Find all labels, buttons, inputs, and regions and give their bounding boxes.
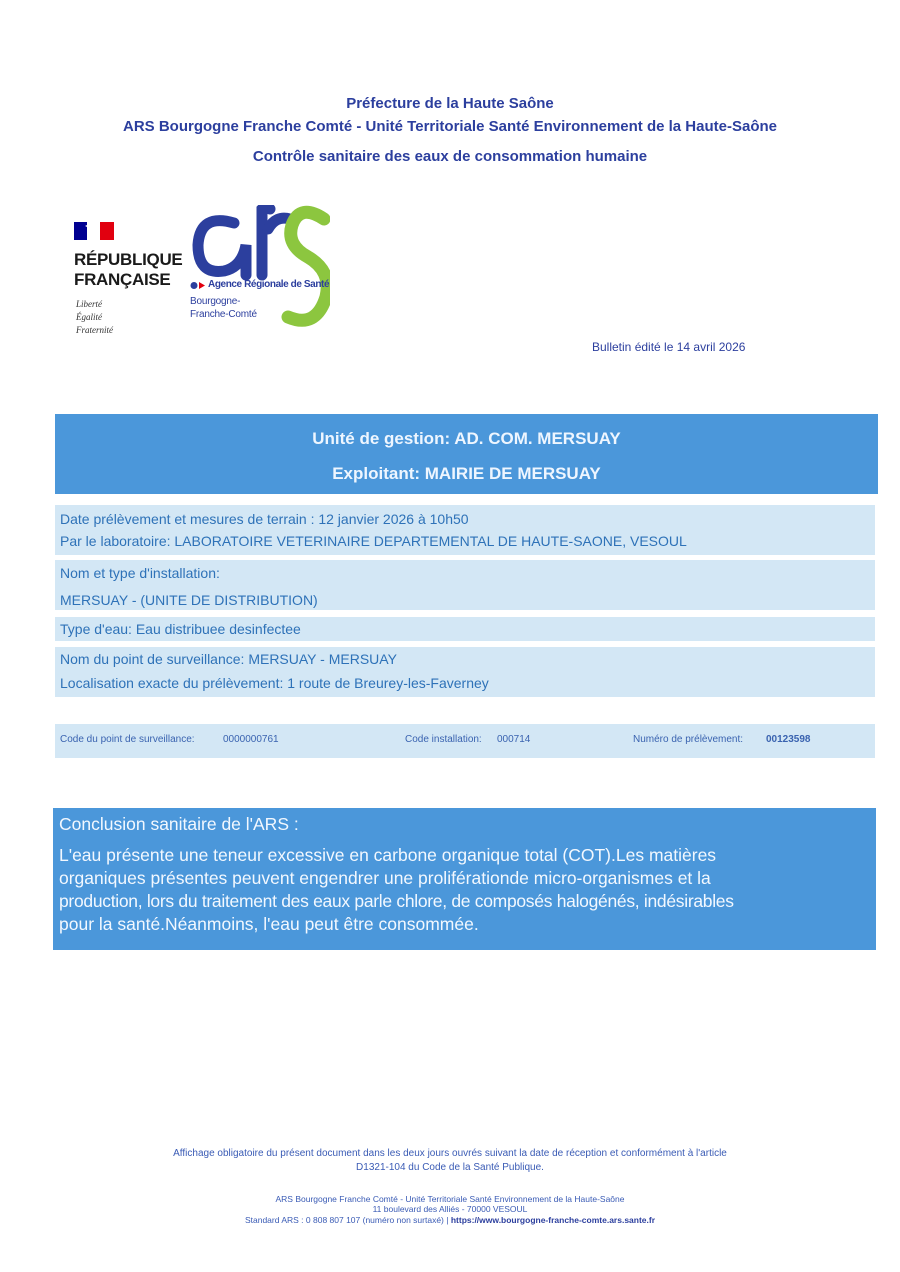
sampling-location: Localisation exacte du prélèvement: 1 route de Breurey-les-Faverney (60, 675, 489, 691)
footer-url-link[interactable]: https://www.bourgogne-franche-comte.ars.sante.fr (450, 1215, 656, 1225)
installation-block (55, 560, 875, 610)
ars-dots-icon (190, 281, 206, 290)
ars-agency-name: Agence Régionale de Santé (208, 279, 330, 290)
footer-address-2: 11 boulevard des Alliés - 70000 VESOUL (372, 1204, 528, 1214)
prefecture-title: Préfecture de la Haute Saône (346, 95, 554, 112)
document-title: Contrôle sanitaire des eaux de consommation humaine (252, 148, 648, 165)
conclusion-line-1: L'eau présente une teneur excessive en carbone organique total (COT).Les matières (59, 845, 717, 865)
sampling-date: Date prélèvement et mesures de terrain : 12 janvier 2026 à 10h50 (60, 511, 469, 527)
republique-francaise-logo (74, 250, 182, 290)
conclusion-title: Conclusion sanitaire de l'ARS : (59, 814, 299, 834)
motto-liberte: Liberté (76, 299, 102, 309)
footer-standard: Standard ARS : 0 808 807 107 (numéro non surtaxé) | (244, 1215, 449, 1225)
unite-gestion: Unité de gestion: AD. COM. MERSUAY (312, 429, 621, 448)
laboratory: Par le laboratoire: LABORATOIRE VETERINAIRE DEPARTEMENTAL DE HAUTE-SAONE, VESOUL (60, 533, 687, 549)
unit-band (55, 414, 878, 494)
installation-value: MERSUAY - (UNITE DE DISTRIBUTION) (60, 592, 318, 608)
ars-region-name (190, 295, 257, 321)
conclusion-line-2: organiques présentes peuvent engendrer une proliférationde micro-organismes et la (59, 868, 711, 888)
conclusion-line-4: pour la santé.Néanmoins, l'eau peut être consommée. (59, 914, 479, 934)
republique-line2: FRANÇAISE (74, 270, 171, 289)
ars-unit-title: ARS Bourgogne Franche Comté - Unité Territoriale Santé Environnement de la Haute-Saône (123, 118, 777, 135)
ars-region-line1: Bourgogne- (190, 296, 241, 307)
sampling-info-block (55, 505, 875, 555)
water-type: Type d'eau: Eau distribuee desinfectee (60, 621, 301, 637)
exploitant: Exploitant: MAIRIE DE MERSUAY (332, 464, 601, 483)
republique-line1: RÉPUBLIQUE (74, 250, 183, 269)
footer-address-1: ARS Bourgogne Franche Comté - Unité Territoriale Santé Environnement de la Haute-Saône (275, 1194, 625, 1204)
point-code-label: Code du point de surveillance: (60, 734, 195, 745)
footer-contact (0, 1215, 900, 1225)
surveillance-point: Nom du point de surveillance: MERSUAY - MERSUAY (60, 651, 397, 667)
marianne-flag-icon (74, 220, 116, 242)
conclusion-band (53, 808, 876, 950)
installation-code-label: Code installation: (405, 734, 482, 745)
installation-label: Nom et type d'installation: (60, 565, 220, 581)
installation-code-value: 000714 (497, 734, 531, 745)
sample-number-label: Numéro de prélèvement: (633, 734, 744, 745)
republique-motto (76, 298, 113, 337)
water-type-block (55, 617, 875, 641)
surveillance-block (55, 647, 875, 697)
footer-notice-2: D1321-104 du Code de la Santé Publique. (356, 1162, 544, 1173)
bulletin-date: Bulletin édité le 14 avril 2026 (592, 340, 746, 354)
codes-band (55, 724, 875, 758)
footer-notice-1: Affichage obligatoire du présent document dans les deux jours ouvrés suivant la date de réception et conformément à l'article (173, 1148, 727, 1159)
motto-egalite: Égalité (76, 312, 102, 322)
sample-number-value: 00123598 (766, 734, 811, 745)
motto-fraternite: Fraternité (76, 325, 113, 335)
point-code-value: 0000000761 (223, 734, 279, 745)
conclusion-line-3: production, lors du traitement des eaux parle chlore, de composés halogénés, indésirables (59, 891, 734, 911)
ars-region-line2: Franche-Comté (190, 309, 257, 320)
